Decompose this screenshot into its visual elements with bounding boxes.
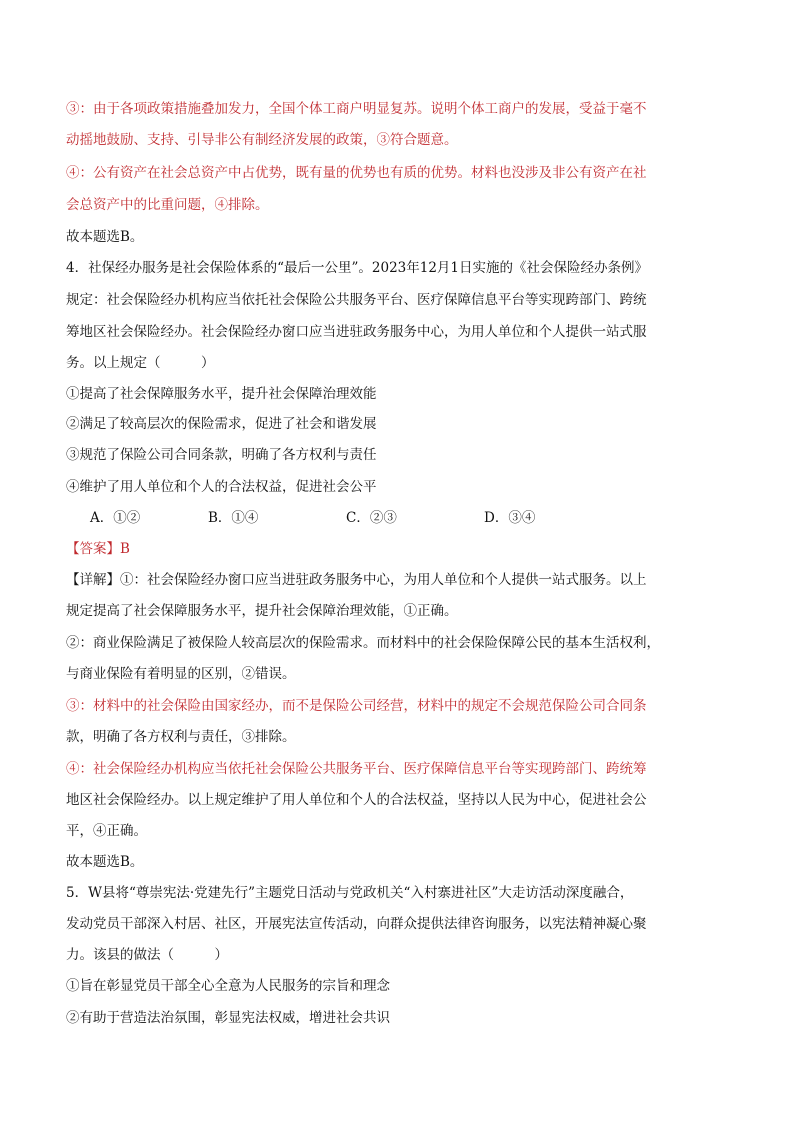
q4-option-d: D．③④ <box>484 510 536 526</box>
q5-stem-line-3: 力。该县的做法（ ） <box>66 947 228 963</box>
q4-detail-2-line-2: 与商业保险有着明显的区别，②错误。 <box>66 666 296 682</box>
q4-stem-line-2: 规定：社会保险经办机构应当依托社会保险公共服务平台、医疗保障信息平台等实现跨部门、跨统 <box>66 292 647 308</box>
q4-detail-4-line-3: 平，④正确。 <box>66 823 147 839</box>
q4-statement-1: ①提高了社会保障服务水平，提升社会保障治理效能 <box>66 386 377 402</box>
analysis-4-line-2: 会总资产中的比重问题，④排除。 <box>66 197 269 213</box>
prev-conclusion: 故本题选B。 <box>66 229 144 245</box>
q4-detail-2-line-1: ②：商业保险满足了被保险人较高层次的保险需求。而材料中的社会保险保障公民的基本生活权利， <box>66 635 660 651</box>
analysis-4-line-1: ④：公有资产在社会总资产中占优势，既有量的优势也有质的优势。材料也没涉及非公有资产在社 <box>66 165 647 181</box>
q4-detail-1-line-2: 规定提高了社会保障服务水平，提升社会保障治理效能，①正确。 <box>66 603 458 619</box>
q5-statement-1: ①旨在彰显党员干部全心全意为人民服务的宗旨和理念 <box>66 978 390 994</box>
analysis-3-line-2: 动摇地鼓励、支持、引导非公有制经济发展的政策，③符合题意。 <box>66 132 458 148</box>
q4-stem-line-4: 务。以上规定（ ） <box>66 355 215 371</box>
q4-stem-line-3: 筹地区社会保险经办。社会保险经办窗口应当进驻政务服务中心，为用人单位和个人提供一站式服 <box>66 324 647 340</box>
q4-option-c: C．②③ <box>346 510 397 526</box>
q4-conclusion: 故本题选B。 <box>66 854 144 870</box>
q4-statement-4: ④维护了用人单位和个人的合法权益，促进社会公平 <box>66 479 377 495</box>
q4-detail-3-line-2: 款，明确了各方权利与责任，③排除。 <box>66 729 296 745</box>
analysis-3-line-1: ③：由于各项政策措施叠加发力，全国个体工商户明显复苏。说明个体工商户的发展，受益于毫不 <box>66 101 647 117</box>
q4-answer: 【答案】B <box>66 541 130 557</box>
q5-stem-line-2: 发动党员干部深入村居、社区，开展宪法宣传活动，向群众提供法律咨询服务，以宪法精神凝心聚 <box>66 916 647 932</box>
q4-detail-4-line-1: ④：社会保险经办机构应当依托社会保险公共服务平台、医疗保障信息平台等实现跨部门、跨统筹 <box>66 761 647 777</box>
q4-detail-1-line-1: 【详解】①：社会保险经办窗口应当进驻政务服务中心，为用人单位和个人提供一站式服务。以上 <box>66 572 647 588</box>
q4-detail-3-line-1: ③：材料中的社会保险由国家经办，而不是保险公司经营，材料中的规定不会规范保险公司合同条 <box>66 698 647 714</box>
q4-option-b: B．①④ <box>208 510 259 526</box>
q4-option-a: A．①② <box>90 510 141 526</box>
q4-statement-2: ②满足了较高层次的保险需求，促进了社会和谐发展 <box>66 416 377 432</box>
q5-stem-line-1: 5．W县将“尊崇宪法·党建先行”主题党日活动与党政机关“入村寨进社区”大走访活动深度融合， <box>66 885 634 901</box>
q4-statement-3: ③规范了保险公司合同条款，明确了各方权利与责任 <box>66 447 377 463</box>
q5-statement-2: ②有助于营造法治氛围，彰显宪法权威，增进社会共识 <box>66 1010 390 1026</box>
q4-stem-line-1: 4．社保经办服务是社会保险体系的“最后一公里”。2023年12月1日实施的《社会保险经办条例》 <box>66 260 649 276</box>
q4-detail-4-line-2: 地区社会保险经办。以上规定维护了用人单位和个人的合法权益，坚持以人民为中心，促进社会公 <box>66 792 647 808</box>
